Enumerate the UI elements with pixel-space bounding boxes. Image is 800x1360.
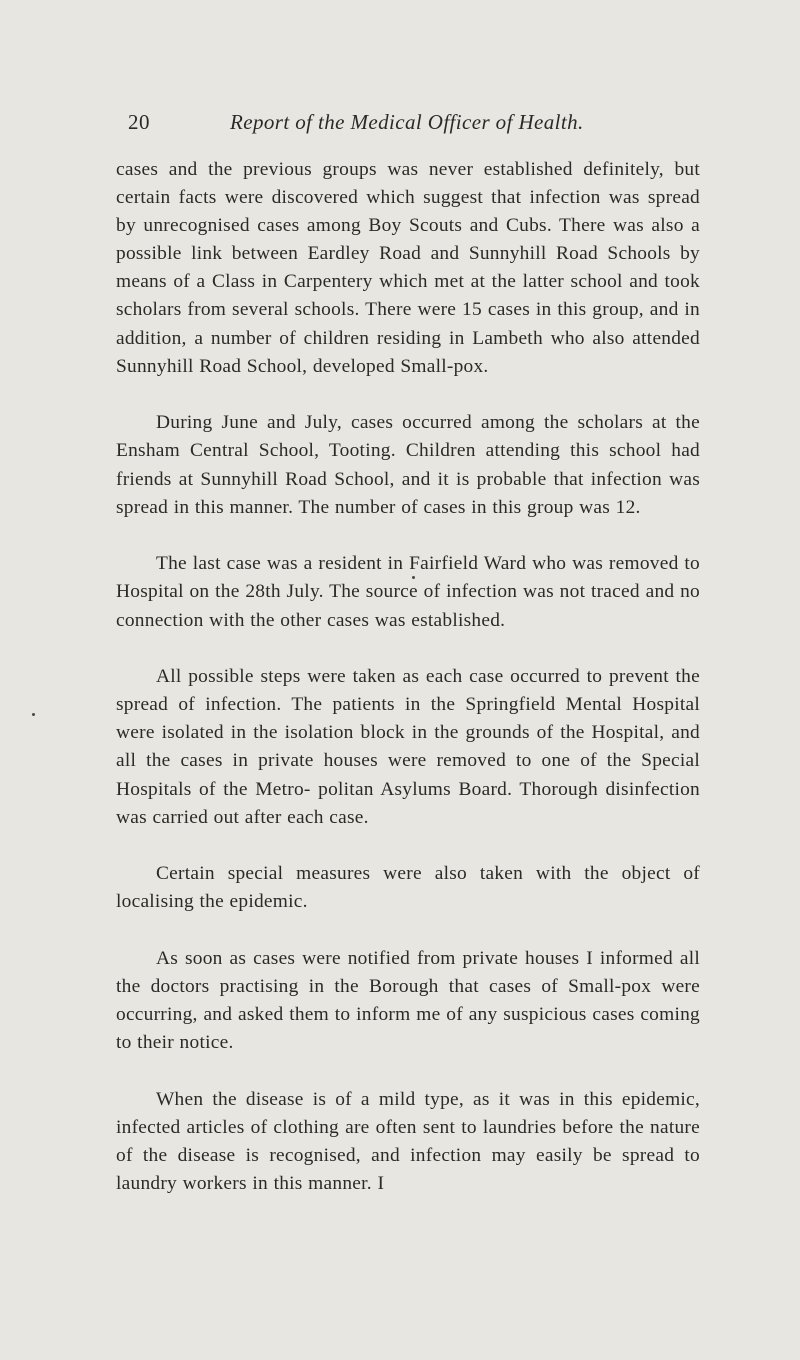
running-title: Report of the Medical Officer of Health. xyxy=(230,110,584,134)
paragraph-laundries: When the disease is of a mild type, as it was in this epidemic, infected articles of clothing are often sent to laundries before the nature of the disease is recognised, and infection may easily be spread to laundry workers in this manner. I xyxy=(116,1089,700,1195)
page-header xyxy=(128,110,688,140)
paragraph-continuation: cases and the previous groups was never established definitely, but certain facts were discovered which suggest that infection was spread by unrecognised cases among Boy Scouts and Cubs. There was also a possible link between Eardley Road and Sunnyhill Road Schools by means of a Class in Carpentery which met at the latter school and took scholars from several schools. There were 15 cases in this group, and in addition, a number of children residing in Lambeth who also attended Sunnyhill Road School, developed Small-pox. xyxy=(116,159,700,377)
print-speck xyxy=(412,576,415,579)
page-number: 20 xyxy=(128,110,150,134)
paragraph-ensham-school: During June and July, cases occurred among the scholars at the Ensham Central School, Tooting. Children attending this school had friends at Sunnyhill Road School, and it is probable that infection was spread in this manner. The number of cases in this group was 12. xyxy=(116,412,700,518)
paragraph-preventive-steps: All possible steps were taken as each case occurred to prevent the spread of infection. The patients in the Springfield Mental Hospital were isolated in the isolation block in the grounds of the Hospital, and all the cases in private houses were removed to one of the Special Hospitals of the Metro- politan Asylums Board. Thorough disinfection was carried out after each case. xyxy=(116,666,700,828)
print-speck xyxy=(32,713,35,716)
paragraph-special-measures: Certain special measures were also taken with the object of localising the epidemic. xyxy=(116,863,700,913)
body-text xyxy=(116,156,700,1227)
paragraph-doctors-informed: As soon as cases were notified from private houses I informed all the doctors practising in the Borough that cases of Small-pox were occurring, and asked them to inform me of any suspicious cases coming to their notice. xyxy=(116,948,700,1054)
paragraph-last-case: The last case was a resident in Fairfield Ward who was removed to Hospital on the 28th July. The source of infection was not traced and no connection with the other cases was established. xyxy=(116,553,700,631)
